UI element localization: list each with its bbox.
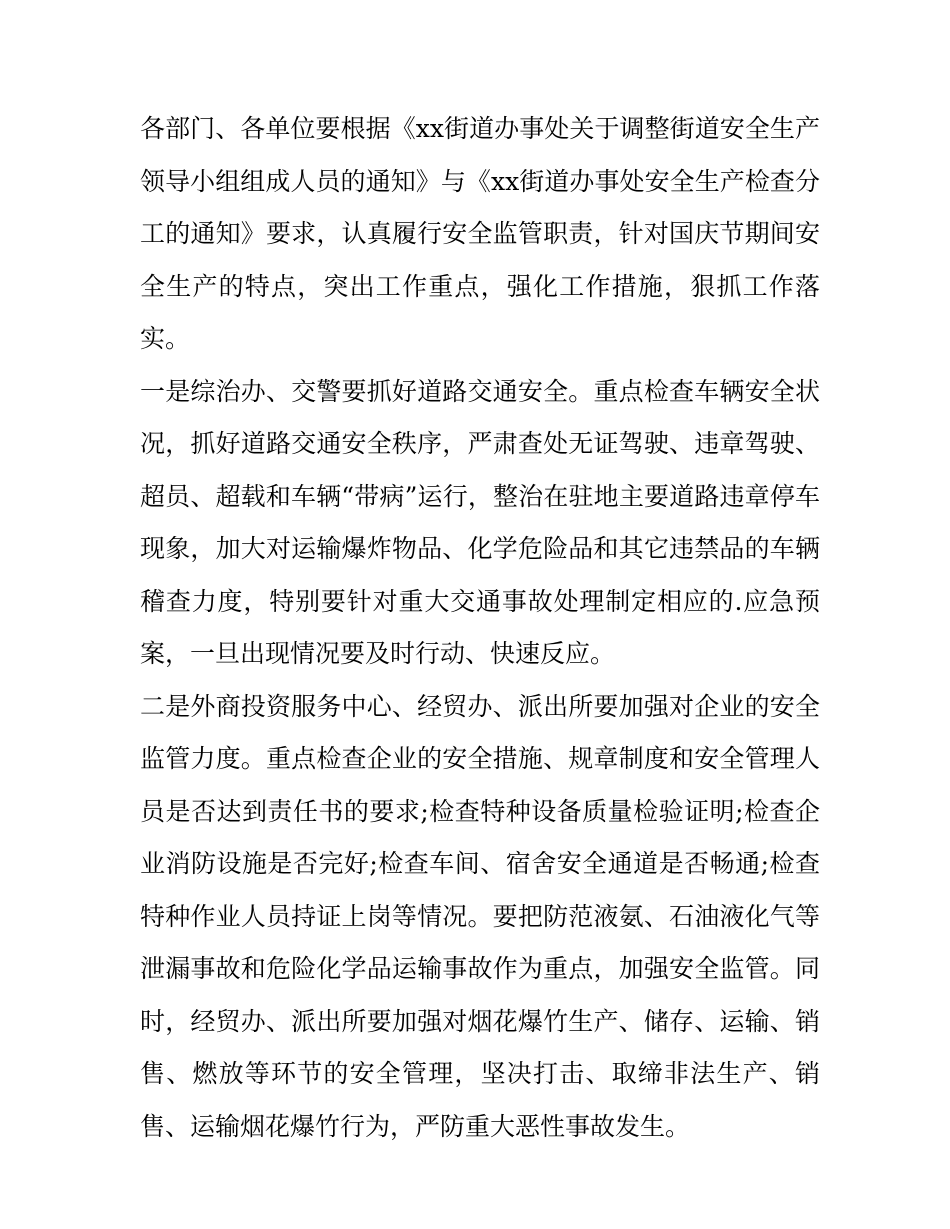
paragraph-enterprise-safety: 二是外商投资服务中心、经贸办、派出所要加强对企业的安全监管力度。重点检查企业的安全措施、规章制度和安全管理人员是否达到责任书的要求;检查特种设备质量检验证明;检查企业消防设施是否完好;检查车间、宿舍安全通道是否畅通;检查特种作业人员持证上岗等情况。要把防范液氨、石油液化气等泄漏事故和危险化学品运输事故作为重点，加强安全监管。同时，经贸办、派出所要加强对烟花爆竹生产、储存、运输、销售、燃放等环节的安全管理，坚决打击、取缔非法生产、销售、运输烟花爆竹行为，严防重大恶性事故发生。 bbox=[140, 691, 820, 1141]
document-body bbox=[140, 103, 820, 1153]
paragraph-traffic-safety: 一是综治办、交警要抓好道路交通安全。重点检查车辆安全状况，抓好道路交通安全秩序，严肃查处无证驾驶、违章驾驶、超员、超载和车辆“带病”运行，整治在驻地主要道路违章停车现象，加大对运输爆炸物品、化学危险品和其它违禁品的车辆稽查力度，特别要针对重大交通事故处理制定相应的.应急预案，一旦出现情况要及时行动、快速反应。 bbox=[140, 376, 820, 668]
paragraph-intro: 各部门、各单位要根据《xx街道办事处关于调整街道安全生产领导小组组成人员的通知》与《xx街道办事处安全生产检查分工的通知》要求，认真履行安全监管职责，针对国庆节期间安全生产的特点，突出工作重点，强化工作措施，狠抓工作落实。 bbox=[140, 114, 820, 353]
